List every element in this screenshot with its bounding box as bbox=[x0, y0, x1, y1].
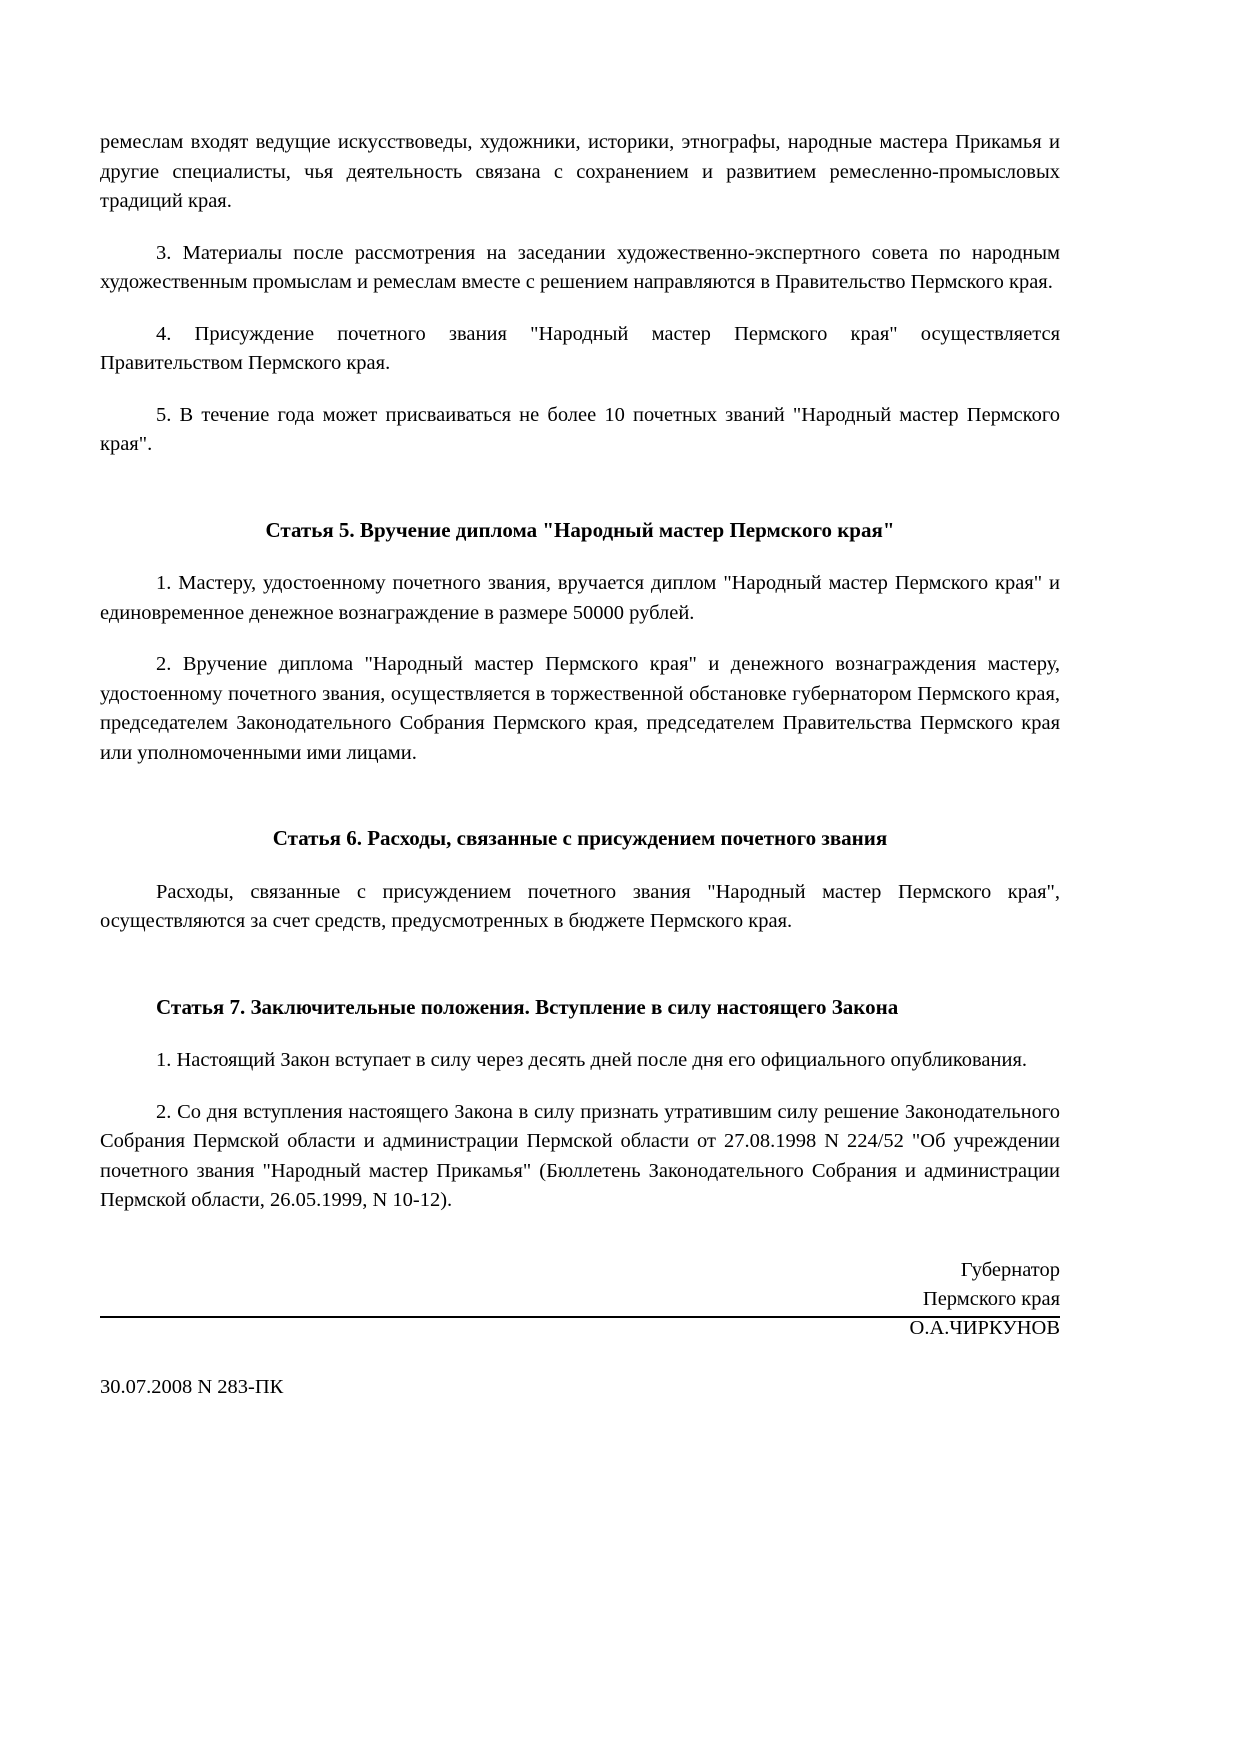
signature-title-line-2: Пермского края bbox=[922, 1287, 1060, 1310]
article-6-paragraph-1: Расходы, связанные с присуждением почетного звания "Народный мастер Пермского края", осуществляются за счет средств, предусмотренных в бюджете Пермского края. bbox=[100, 880, 1060, 932]
document-body bbox=[100, 128, 1060, 1402]
document-number: 30.07.2008 N 283-ПК bbox=[100, 1375, 284, 1398]
paragraph-4: 4. Присуждение почетного звания "Народный мастер Пермского края" осуществляется Правительством Пермского края. bbox=[100, 322, 1060, 374]
paragraph-continuation: ремеслам входят ведущие искусствоведы, художники, историки, этнографы, народные мастера Прикамья и другие специалисты, чья деятельность связана с сохранением и развитием ремесленно-промысловых традиций края. bbox=[100, 131, 1060, 212]
signature-name: О.А.ЧИРКУНОВ bbox=[909, 1316, 1060, 1339]
signature-block bbox=[100, 1256, 1060, 1343]
footer-divider bbox=[100, 1316, 1060, 1318]
article-7-paragraph-1: 1. Настоящий Закон вступает в силу через десять дней после дня его официального опубликования. bbox=[156, 1049, 1028, 1071]
article-6-heading: Статья 6. Расходы, связанные с присуждением почетного звания bbox=[272, 826, 888, 850]
section-spacer bbox=[100, 790, 1060, 796]
section-spacer bbox=[100, 959, 1060, 965]
article-5-paragraph-1: 1. Мастеру, удостоенному почетного звания, вручается диплом "Народный мастер Пермского края" и единовременное денежное вознаграждение в размере 50000 рублей. bbox=[100, 572, 1060, 624]
article-7-heading: Статья 7. Заключительные положения. Вступление в силу настоящего Закона bbox=[156, 994, 899, 1019]
article-7-paragraph-2: 2. Со дня вступления настоящего Закона в силу признать утратившим силу решение Законодательного Собрания Пермской области и администрации Пермской области от 27.08.1998 N 224/52 "Об учреждении почетного звания "Народный мастер Прикамья" (Бюллетень Законодательного Собрания и администрации Пермской области, 26.05.1999, N 10-12). bbox=[100, 1100, 1060, 1211]
section-spacer bbox=[100, 482, 1060, 488]
signature-title-line-1: Губернатор bbox=[960, 1258, 1060, 1281]
paragraph-5: 5. В течение года может присваиваться не более 10 почетных званий "Народный мастер Пермского края". bbox=[100, 403, 1060, 455]
article-5-paragraph-2: 2. Вручение диплома "Народный мастер Пермского края" и денежного вознаграждения мастеру, удостоенному почетного звания, осуществляется в торжественной обстановке губернатором Пермского края, председателем Законодательного Собрания Пермского края, председателем Правительства Пермского края или уполномоченными ими лицами. bbox=[100, 653, 1060, 764]
article-5-heading: Статья 5. Вручение диплома "Народный мастер Пермского края" bbox=[265, 517, 895, 542]
paragraph-3: 3. Материалы после рассмотрения на заседании художественно-экспертного совета по народным художественным промыслам и ремеслам вместе с решением направляются в Правительство Пермского края. bbox=[100, 241, 1060, 293]
